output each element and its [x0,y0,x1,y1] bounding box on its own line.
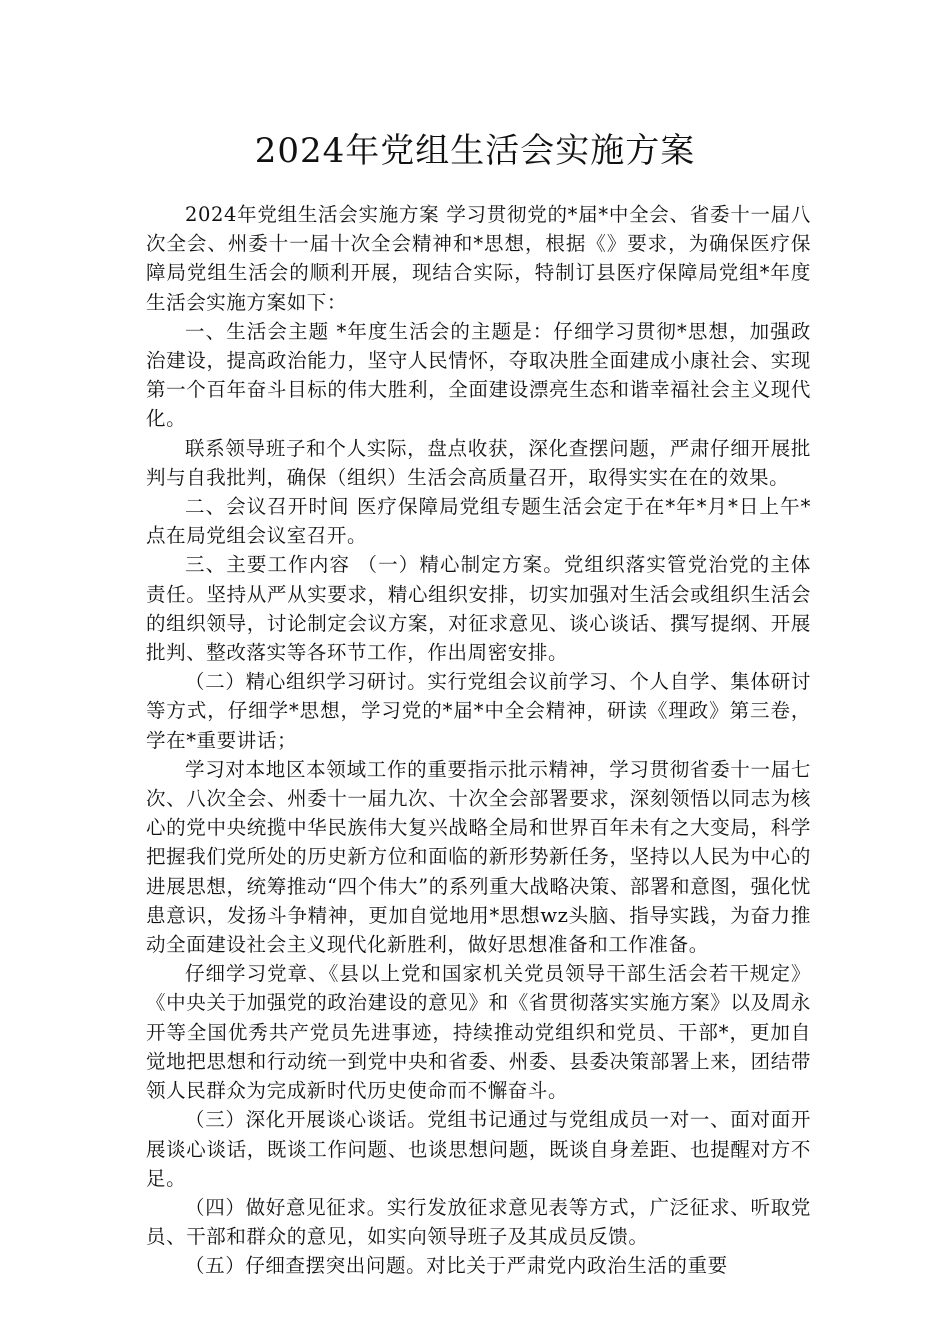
document-title: 2024年党组生活会实施方案 [254,131,696,171]
paragraph-study-research: （二）精心组织学习研讨。实行党组会议前学习、个人自学、集体研讨等方式，仔细学*思想，学习党的*届*中全会精神，研读《理政》第三卷，学在*重要讲话； [146,670,811,752]
paragraph-intro: 2024年党组生活会实施方案 学习贯彻党的*届*中全会、省委十一届八次全会、州委十一届十次全会精神和*思想，根据《》要求，为确保医疗保障局党组生活会的顺利开展，现结合实际，特制订县医疗保障局党组*年度生活会实施方案如下： [146,203,811,314]
paragraph-theme: 一、生活会主题 *年度生活会的主题是：仔细学习贯彻*思想，加强政治建设，提高政治能力，坚守人民情怀，夺取决胜全面建成小康社会、实现第一个百年奋斗目标的伟大胜利，全面建设漂亮生态和谐幸福社会主义现代化。 [146,319,811,431]
paragraph-heart-to-heart-talks: （三）深化开展谈心谈话。党组书记通过与党组成员一对一、面对面开展谈心谈话，既谈工作问题、也谈思想问题，既谈自身差距、也提醒对方不足。 [146,1108,811,1190]
document-body [146,200,811,1281]
paragraph-study-party-charter: 仔细学习党章、《县以上党和国家机关党员领导干部生活会若干规定》《中央关于加强党的政治建设的意见》和《省贯彻落实实施方案》以及周永开等全国优秀共产党员先进事迹，持续推动党组织和党员、干部*，更加自觉地把思想和行动统一到党中央和省委、州委、县委决策部署上来，团结带领人民群众为完成新时代历史使命而不懈奋斗。 [146,962,811,1103]
paragraph-problem-review: （五）仔细查摆突出问题。对比关于严肃党内政治生活的重要 [185,1254,728,1278]
paragraph-self-criticism: 联系领导班子和个人实际，盘点收获，深化查摆问题，严肃仔细开展批判与自我批判，确保（组织）生活会高质量召开，取得实实在在的效果。 [146,436,811,489]
paragraph-main-work: 三、主要工作内容 （一）精心制定方案。党组织落实管党治党的主体责任。坚持从严从实要求，精心组织安排，切实加强对生活会或组织生活会的组织领导，讨论制定会议方案，对征求意见、谈心谈话、撰写提纲、开展批判、整改落实等各环节工作，作出周密安排。 [146,553,811,665]
paragraph-opinion-solicitation: （四）做好意见征求。实行发放征求意见表等方式，广泛征求、听取党员、干部和群众的意见，如实向领导班子及其成员反馈。 [146,1195,811,1249]
paragraph-study-instructions: 学习对本地区本领域工作的重要指示批示精神，学习贯彻省委十一届七次、八次全会、州委十一届九次、十次全会部署要求，深刻领悟以同志为核心的党中央统揽中华民族伟大复兴战略全局和世界百年未有之大变局，科学把握我们党所处的历史新方位和面临的新形势新任务，坚持以人民为中心的进展思想，统筹推动“四个伟大”的系列重大战略决策、部署和意图，强化忧患意识，发扬斗争精神，更加自觉地用*思想wz头脑、指导实践，为奋力推动全面建设社会主义现代化新胜利，做好思想准备和工作准备。 [146,757,811,957]
paragraph-meeting-time: 二、会议召开时间 医疗保障局党组专题生活会定于在*年*月*日上午*点在局党组会议室召开。 [146,495,811,548]
